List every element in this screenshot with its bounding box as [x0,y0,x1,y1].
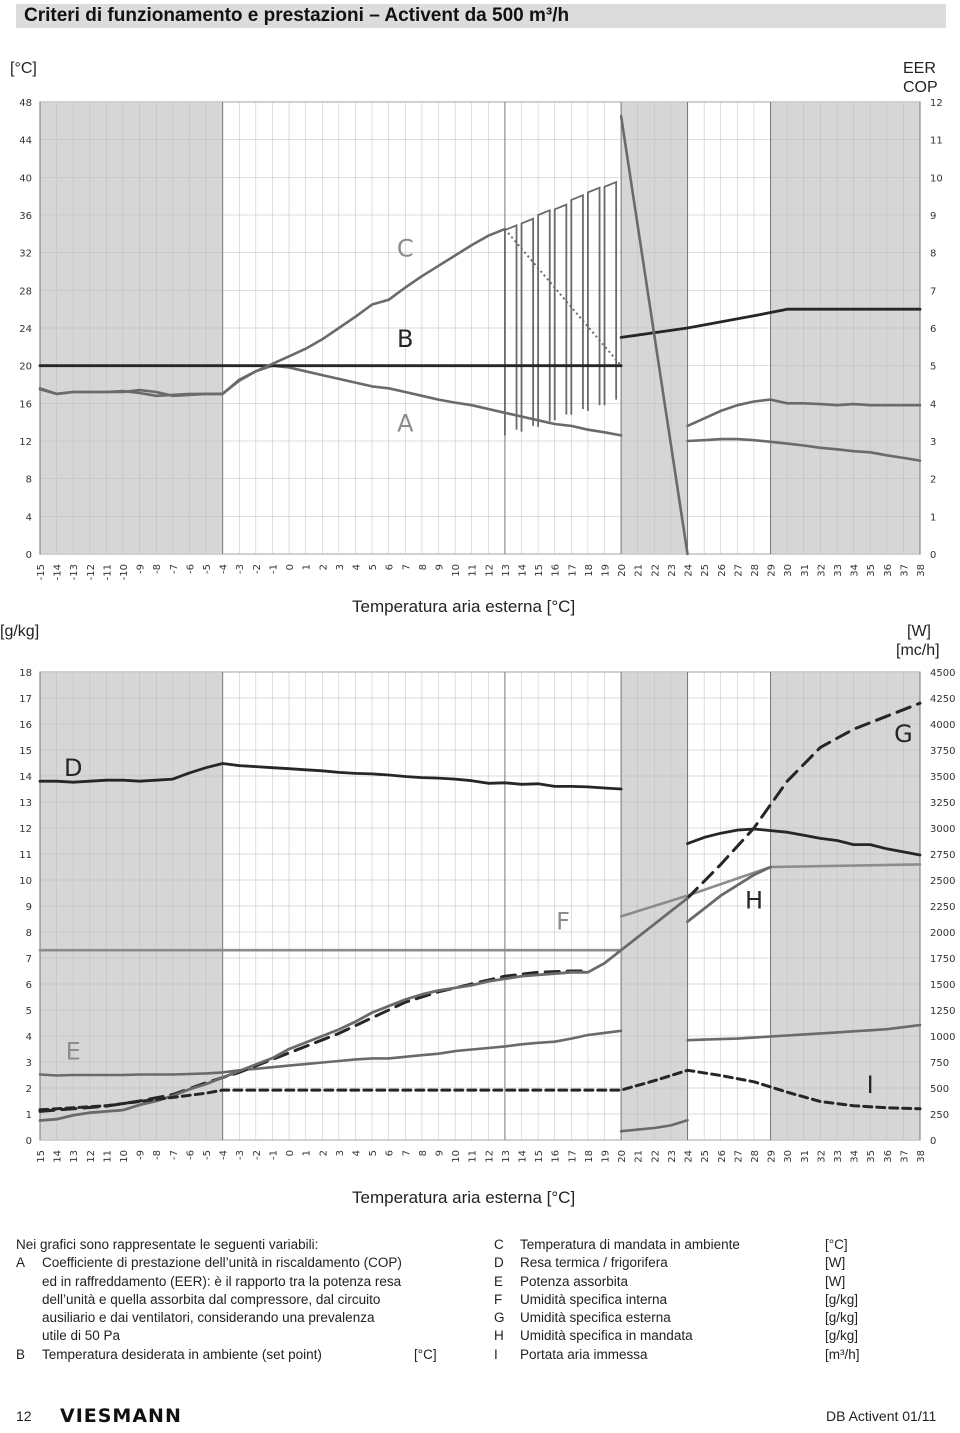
x-tick-label: 32 [816,1150,828,1163]
y-tick-label-left: 12 [19,437,32,448]
x-tick-label: 36 [882,1150,894,1163]
x-tick-label: 18 [583,1150,595,1163]
y-tick-label-left: 6 [25,980,32,991]
curve-label-a: A [397,409,414,438]
x-tick-label: -3 [235,1150,247,1160]
y-tick-label-right: 0 [930,1136,937,1147]
x-tick-label: 33 [832,564,844,577]
x-tick-label: 0 [285,564,297,571]
x-tick-label: 29 [766,1150,778,1163]
chart2-left-unit: [g/kg] [0,623,40,640]
x-tick-label: 22 [650,564,662,577]
x-tick-label: 24 [683,564,695,577]
x-tick-label: 8 [417,564,429,571]
y-tick-label-right: 2750 [930,850,956,861]
y-tick-label-right: 9 [930,211,937,222]
x-tick-label: -1 [268,1150,280,1160]
x-tick-label: 30 [783,564,795,577]
y-tick-label-right: 2000 [930,928,956,939]
y-tick-label-right: 1000 [930,1032,956,1043]
y-tick-label-left: 0 [25,1136,32,1147]
y-tick-label-left: 48 [19,98,32,109]
y-tick-label-left: 9 [25,902,32,913]
x-tick-label: 26 [716,564,728,577]
x-tick-label: 20 [617,564,629,577]
x-tick-label: 37 [899,564,911,577]
chart2-right-unit-w: [W] [907,623,931,640]
legend-item-b: B Temperatura desiderata in ambiente (set point) [°C] [16,1346,437,1362]
y-tick-label-left: 16 [19,399,32,411]
y-tick-label-right: 4000 [930,720,956,731]
x-tick-label: 21 [633,564,645,577]
x-tick-label: 15 [534,1150,546,1163]
chart2-x-axis-title: Temperatura aria esterna [°C] [352,1188,576,1207]
y-tick-label-right: 4 [930,399,937,411]
y-tick-label-right: 4500 [930,668,956,679]
x-tick-label: 13 [500,1150,512,1163]
x-tick-label: 11 [102,1150,114,1163]
y-tick-label-left: 32 [19,248,32,260]
curve-label-d: D [63,754,83,782]
x-tick-label: 13 [500,564,512,577]
x-tick-label: -7 [168,564,180,574]
x-tick-label: 13 [69,1150,81,1163]
x-tick-label: -14 [52,564,64,581]
x-tick-label: 4 [351,1150,363,1157]
legend-item-c: C Temperatura di mandata in ambiente [°C] [494,1237,848,1252]
x-tick-label: 15 [36,1150,47,1163]
x-tick-label: 14 [517,564,529,577]
y-tick-label-right: 2500 [930,876,956,887]
x-tick-label: 29 [766,564,778,577]
x-tick-label: 0 [285,1150,297,1157]
x-tick-label: -5 [202,564,214,574]
y-tick-label-right: 8 [930,248,937,260]
title-bar [16,4,946,28]
y-tick-label-left: 8 [25,474,32,486]
x-tick-label: 33 [832,1150,844,1163]
x-tick-label: 10 [119,1150,131,1163]
chart1-left-unit: [°C] [10,60,37,77]
x-tick-label: 20 [617,1150,629,1163]
x-tick-label: 15 [534,564,546,577]
x-tick-label: -2 [251,564,263,574]
y-tick-label-right: 3000 [930,824,956,835]
y-tick-label-right: 2 [930,474,937,486]
x-tick-label: 25 [700,564,712,577]
chart1-right-unit-eer: EER [903,60,936,77]
x-tick-label: 14 [52,1150,64,1163]
x-tick-label: 3 [334,564,346,571]
legend-item-f: F Umidità specifica interna [g/kg] [494,1291,859,1307]
chart-performance-temperature [0,90,960,590]
x-tick-label: 12 [484,564,496,577]
x-tick-label: 28 [749,1150,761,1163]
x-tick-label: 4 [351,564,363,571]
x-tick-label: 22 [650,1150,662,1163]
y-tick-label-right: 3750 [930,746,956,757]
x-tick-label: 30 [783,1150,795,1163]
x-tick-label: 21 [633,1150,645,1163]
x-tick-label: 32 [816,564,828,577]
x-tick-label: 38 [916,1150,927,1163]
curve-label-i: I [866,1071,874,1100]
x-tick-label: 16 [550,1150,562,1163]
curve-label-c: C [396,234,414,263]
y-tick-label-right: 750 [930,1058,950,1069]
x-tick-label: -4 [218,1150,230,1160]
x-tick-label: 9 [434,564,446,571]
legend-right [494,1236,934,1364]
document-reference: DB Activent 01/11 [826,1408,937,1424]
x-tick-label: -6 [185,1150,197,1160]
viessmann-logo: VIESMANN [60,1405,182,1427]
y-tick-label-left: 14 [19,772,32,783]
x-tick-label: 3 [334,1150,346,1157]
x-tick-label: 37 [899,1150,911,1163]
y-tick-label-right: 6 [930,324,937,335]
x-tick-label: 28 [749,564,761,577]
y-tick-label-left: 24 [19,324,32,335]
x-tick-label: 19 [600,1150,612,1163]
x-tick-label: 12 [484,1150,496,1163]
x-tick-label: -5 [202,1150,214,1160]
x-tick-label: -9 [135,564,147,574]
chart1-x-axis-title: Temperatura aria esterna [°C] [352,597,576,616]
x-tick-label: -9 [135,1150,147,1160]
x-tick-label: 23 [666,1150,678,1163]
x-tick-label: 35 [866,1150,878,1163]
x-tick-label: 5 [368,564,380,571]
page-number: 12 [16,1408,32,1424]
x-tick-label: -4 [218,564,230,574]
legend-item-e: E Potenza assorbita [W] [494,1273,846,1289]
x-tick-label: 19 [600,564,612,577]
y-tick-label-right: 1750 [930,954,956,965]
y-tick-label-right: 12 [930,98,943,109]
legend-item-g: G Umidità specifica esterna [g/kg] [494,1310,859,1326]
x-tick-label: 38 [916,564,927,577]
y-tick-label-right: 1250 [930,1006,956,1017]
x-tick-label: 14 [517,1150,529,1163]
x-tick-label: 27 [733,1150,745,1163]
x-tick-label: 26 [716,1150,728,1163]
x-tick-label: -1 [268,564,280,574]
x-tick-label: 7 [401,1150,413,1157]
y-tick-label-left: 20 [19,361,32,373]
y-tick-label-left: 18 [19,668,32,679]
y-tick-label-right: 4250 [930,694,956,705]
curve-label-b: B [397,324,414,353]
curve-label-g: G [894,720,913,749]
x-tick-label: 1 [301,564,313,571]
x-tick-label: -7 [168,1150,180,1160]
y-tick-label-right: 1 [930,512,937,524]
x-tick-label: 16 [550,564,562,577]
y-tick-label-left: 16 [19,720,32,731]
x-tick-label: 6 [384,564,396,571]
x-tick-label: 12 [85,1150,97,1163]
y-tick-label-left: 12 [19,824,32,835]
curve-label-f: F [556,907,570,936]
y-tick-label-right: 250 [930,1110,950,1121]
y-tick-label-left: 11 [19,850,32,861]
y-tick-label-right: 7 [930,286,937,298]
legend-item-h: H Umidità specifica in mandata [g/kg] [494,1328,859,1344]
y-tick-label-right: 3500 [930,772,956,783]
page-title: Criteri di funzionamento e prestazioni – Activent da 500 m³/h [24,5,570,26]
x-tick-label: 31 [799,1150,811,1163]
x-tick-label: 31 [799,564,811,577]
x-tick-label: 6 [384,1150,396,1157]
curve-label-h: H [744,886,763,915]
x-tick-label: 36 [882,564,894,577]
x-tick-label: 10 [451,1150,463,1163]
x-tick-label: -8 [152,1150,164,1160]
x-tick-label: -6 [185,564,197,574]
x-tick-label: -8 [152,564,164,574]
x-tick-label: 7 [401,564,413,571]
y-tick-label-left: 7 [25,954,32,965]
legend-left [16,1236,486,1364]
y-tick-label-right: 1500 [930,980,956,991]
x-tick-label: 17 [567,564,579,577]
x-tick-label: 18 [583,564,595,577]
x-tick-label: 5 [368,1150,380,1157]
y-tick-label-right: 3250 [930,798,956,809]
x-tick-label: -3 [235,564,247,574]
x-tick-label: -12 [85,564,97,581]
x-tick-label: -2 [251,1150,263,1160]
y-tick-label-left: 13 [19,798,32,809]
chart-power-humidity [0,660,960,1170]
x-tick-label: 25 [700,1150,712,1163]
x-tick-label: 34 [849,564,861,577]
y-tick-label-left: 4 [25,1032,32,1043]
y-tick-label-left: 3 [25,1058,32,1069]
x-tick-label: 2 [318,564,330,571]
y-tick-label-right: 5 [930,361,937,373]
x-tick-label: 27 [733,564,745,577]
y-tick-label-right: 3 [930,437,937,448]
y-tick-label-right: 10 [930,173,943,185]
x-tick-label: -15 [36,564,47,581]
x-tick-label: 11 [467,1150,479,1163]
x-tick-label: 9 [434,1150,446,1157]
x-tick-label: 34 [849,1150,861,1163]
y-tick-label-left: 4 [25,512,32,524]
x-tick-label: -10 [119,564,131,581]
y-tick-label-right: 11 [930,135,943,147]
y-tick-label-right: 0 [930,550,937,561]
y-tick-label-left: 40 [19,173,32,185]
y-tick-label-right: 500 [930,1084,950,1095]
x-tick-label: 24 [683,1150,695,1163]
x-tick-label: 1 [301,1150,313,1157]
y-tick-label-left: 36 [19,211,32,222]
x-tick-label: 11 [467,564,479,577]
y-tick-label-left: 2 [25,1084,32,1095]
y-tick-label-left: 0 [25,550,32,561]
y-tick-label-left: 28 [19,286,32,298]
chart1-right-unit-cop: COP [903,79,938,96]
chart2-right-unit-mch: [mc/h] [896,642,940,659]
x-tick-label: -13 [69,564,81,581]
legend-item-d: D Resa termica / frigorifera [W] [494,1255,846,1271]
x-tick-label: 17 [567,1150,579,1163]
legend-item-i: I Portata aria immessa [m³/h] [494,1346,860,1362]
y-tick-label-left: 17 [19,694,32,705]
y-tick-label-left: 1 [25,1110,32,1121]
x-tick-label: 8 [417,1150,429,1157]
y-tick-label-left: 5 [25,1006,32,1017]
x-tick-label: 35 [866,564,878,577]
x-tick-label: -11 [102,564,114,581]
curve-label-e: E [65,1037,81,1066]
legend-intro: Nei grafici sono rappresentate le seguenti variabili: [16,1237,319,1252]
x-tick-label: 23 [666,564,678,577]
y-tick-label-right: 2250 [930,902,956,913]
y-tick-label-left: 15 [19,746,32,757]
y-tick-label-left: 8 [25,928,32,939]
y-tick-label-left: 10 [19,876,32,887]
legend-item-a: A Coefficiente di prestazione dell’unità in riscaldamento (COP) ed in raffreddamento (EER): è il rapporto tra la potenza resa dell’unità e quella assorbita dal compressore, dal circuito ausiliario e dai ventilatori, considerando una prevalenza utile di 50 Pa [16,1255,402,1344]
y-tick-label-left: 44 [19,135,32,147]
x-tick-label: 2 [318,1150,330,1157]
x-tick-label: 10 [451,564,463,577]
